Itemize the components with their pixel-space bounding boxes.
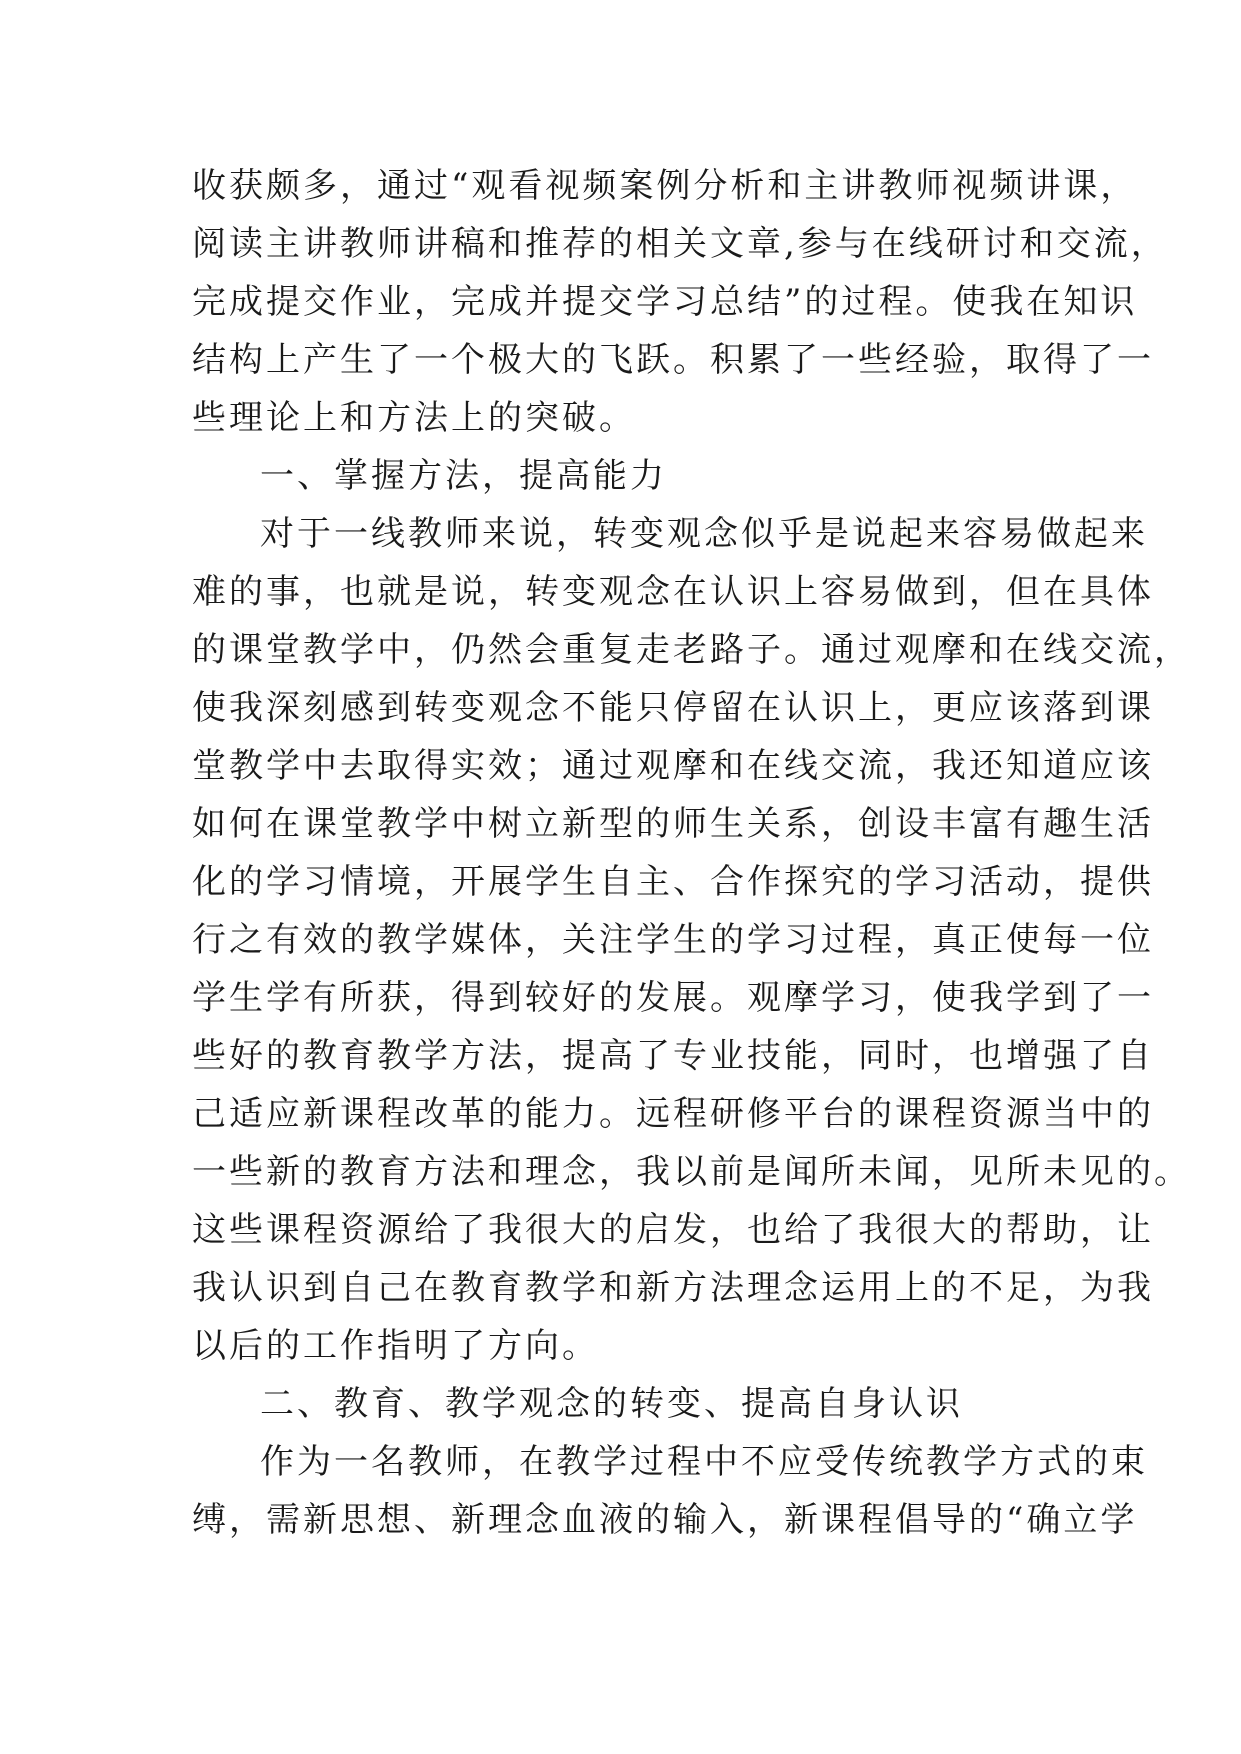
document-body xyxy=(192,157,1191,1549)
text-line: 学生学有所获，得到较好的发展。观摩学习，使我学到了一 xyxy=(192,978,1154,1018)
text-line: 己适应新课程改革的能力。远程研修平台的课程资源当中的 xyxy=(192,1094,1154,1134)
text-line: 使我深刻感到转变观念不能只停留在认识上，更应该落到课 xyxy=(192,688,1154,728)
text-line: 结构上产生了一个极大的飞跃。积累了一些经验，取得了一 xyxy=(192,340,1154,380)
text-line: 收获颇多，通过“观看视频案例分析和主讲教师视频讲课， xyxy=(192,166,1138,206)
text-line: 些理论上和方法上的突破。 xyxy=(192,398,636,438)
text-line: 作为一名教师，在教学过程中不应受传统教学方式的束 xyxy=(260,1442,1148,1482)
text-line: 这些课程资源给了我很大的启发，也给了我很大的帮助，让 xyxy=(192,1210,1154,1250)
section-heading: 二、教育、教学观念的转变、提高自身认识 xyxy=(260,1384,963,1424)
text-line: 难的事，也就是说，转变观念在认识上容易做到，但在具体 xyxy=(192,572,1154,612)
text-line: 的课堂教学中，仍然会重复走老路子。通过观摩和在线交流， xyxy=(192,630,1191,670)
text-line: 我认识到自己在教育教学和新方法理念运用上的不足，为我 xyxy=(192,1268,1154,1308)
text-line: 如何在课堂教学中树立新型的师生关系，创设丰富有趣生活 xyxy=(192,804,1154,844)
text-line: 一些新的教育方法和理念，我以前是闻所未闻，见所未见的。 xyxy=(192,1152,1191,1192)
text-line: 堂教学中去取得实效；通过观摩和在线交流，我还知道应该 xyxy=(192,746,1154,786)
text-line: 些好的教育教学方法，提高了专业技能，同时，也增强了自 xyxy=(192,1036,1154,1076)
text-line: 阅读主讲教师讲稿和推荐的相关文章,参与在线研讨和交流， xyxy=(192,224,1168,264)
text-line: 化的学习情境，开展学生自主、合作探究的学习活动，提供 xyxy=(192,862,1154,902)
text-line: 对于一线教师来说，转变观念似乎是说起来容易做起来 xyxy=(260,514,1148,554)
text-line: 行之有效的教学媒体，关注学生的学习过程，真正使每一位 xyxy=(192,920,1154,960)
text-line: 完成提交作业，完成并提交学习总结”的过程。使我在知识 xyxy=(192,282,1138,322)
text-line: 缚，需新思想、新理念血液的输入，新课程倡导的“确立学 xyxy=(192,1500,1138,1540)
section-heading: 一、掌握方法，提高能力 xyxy=(260,456,667,496)
text-line: 以后的工作指明了方向。 xyxy=(192,1326,599,1366)
